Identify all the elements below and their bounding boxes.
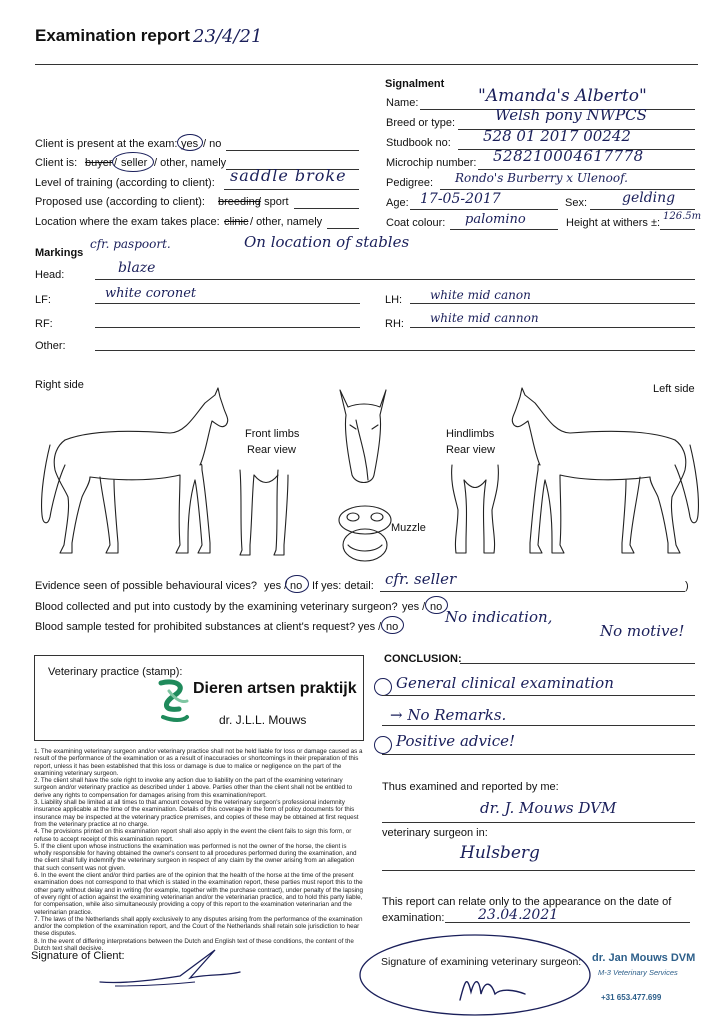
term-1: 1. The examining veterinary surgeon and/or veterinary practice shall not be held liable for loss or damage caused as a result of the performance of the examination or as a result of inaccuracies or shortcomings in their preparation of this report, unless it has been established that this loss or damage is due to malice or negligence on the part of the examining veterinary surgeon.: [34, 748, 363, 777]
location-label: Location where the exam takes place:: [35, 216, 220, 228]
hind-limbs-view-label: Rear view: [446, 444, 495, 456]
term-7: 7. The laws of the Netherlands shall apply exclusively to any disputes arising from the performance of the examination and/or the completion of the examination report, and the Court of the Netherlands shall retain sole jurisdiction to hear these disputes.: [34, 915, 363, 938]
blood-yes: yes /: [402, 601, 426, 613]
front-limbs-drawing: [240, 470, 288, 555]
muzzle-label: Muzzle: [391, 522, 426, 534]
client-is-buyer: buyer: [85, 157, 113, 169]
tested-note-b: No motive!: [600, 622, 685, 640]
pedigree-label: Pedigree:: [386, 177, 434, 189]
training-label: Level of training (according to client):: [35, 177, 215, 189]
rf-label: RF:: [35, 318, 53, 330]
height-value: 126.5m: [663, 211, 702, 222]
relate-value: 23.04.2021: [478, 907, 559, 923]
vet-signature-label: Signature of examining veterinary surgeon:: [381, 956, 582, 968]
bullet-circle-mark-2: [374, 736, 392, 754]
tested-yes: yes /: [358, 621, 382, 633]
right-side-horse-drawing: [42, 388, 228, 553]
signalment-heading: Signalment: [385, 78, 445, 90]
practice-logo-icon: [157, 677, 191, 727]
front-limbs-view-label: Rear view: [247, 444, 296, 456]
vices-yes: yes /: [264, 580, 288, 592]
use-sport: / sport: [258, 196, 289, 208]
use-label: Proposed use (according to client):: [35, 196, 205, 208]
height-label: Height at withers ±:: [566, 217, 661, 229]
vet-signature-drawing: [355, 930, 595, 1020]
conclusion-line2: → No Remarks.: [390, 706, 507, 724]
term-8: 8. In the event of differing interpretations between the Dutch and English text of these conditions, the content of the Dutch text shall decisive.: [34, 937, 354, 953]
vices-detail-line: [380, 591, 685, 592]
term-2: 2. The client shall have the sole right to invoke any action due to liability on the part of the examining veterinary surgeon and/or veterinary practice as described under 1 above. Parties other than the client shall not be entitled to derive any rights to compensation for damages arising from this examination/report.: [34, 777, 353, 799]
term-4: 4. The provisions printed on this examination report shall also apply in the event the client fails to sign this form, or refuse to accept receipt of this examination report.: [34, 828, 352, 843]
term-6: 6. In the event the client and/or third parties are of the opinion that the health of the horse at the time of the present examination does not correspond to that which is stated in the examination report, these parties must report this to the other party without delay and in writing (for example, together with the purchase contract), under penalty of the lapsing of every right of action against the examining veterinarian and/or the veterinarian practice, and to hold this party liable, for compensation, while also simultaneously providing a copy of this report to the examination veterinarian and the veterinarian practice.: [34, 872, 364, 916]
client-signature-drawing: [95, 940, 245, 990]
examined-label: Thus examined and reported by me:: [382, 781, 559, 793]
relate-label-a: This report can relate only to the appearance on the date of: [382, 896, 672, 908]
other-line: [95, 350, 695, 351]
markings-note: cfr. paspoort.: [90, 237, 171, 251]
lh-value: white mid canon: [430, 288, 531, 302]
conclusion-line-1: [382, 695, 695, 696]
use-line: [294, 208, 359, 209]
surgeon-in-line: [382, 870, 695, 871]
coat-value: palomino: [465, 212, 526, 227]
microchip-label: Microchip number:: [386, 157, 477, 169]
rh-label: RH:: [385, 318, 404, 330]
tested-no-circle-mark: [381, 616, 404, 634]
conclusion-line-3: [382, 754, 695, 755]
height-line: [660, 229, 695, 230]
lh-label: LH:: [385, 294, 403, 306]
head-value: blaze: [118, 260, 156, 276]
client-present-label: Client is present at the exam:: [35, 138, 178, 150]
head-label: Head:: [35, 269, 65, 281]
pedigree-value: Rondo's Burberry x Ulenoof.: [455, 171, 628, 185]
lf-label: LF:: [35, 294, 51, 306]
tested-label: Blood sample tested for prohibited substances at client's request?: [35, 621, 356, 633]
other-label: Other:: [35, 340, 66, 352]
lf-line: [95, 303, 360, 304]
surgeon-in-label: veterinary surgeon in:: [382, 827, 488, 839]
left-side-label: Left side: [653, 383, 695, 395]
conclusion-line3: Positive advice!: [396, 732, 516, 750]
sex-line: [590, 209, 695, 210]
bullet-circle-mark: [374, 678, 392, 696]
location-other: / other, namely: [250, 216, 323, 228]
client-is-label: Client is:: [35, 157, 78, 169]
seller-circle-mark: [112, 152, 154, 172]
coat-label: Coat colour:: [386, 217, 446, 229]
hind-limbs-label: Hindlimbs: [446, 428, 495, 440]
client-present-no: / no: [203, 138, 222, 150]
age-label: Age:: [386, 197, 409, 209]
head-front-drawing: [340, 390, 386, 483]
term-3: 3. Liability shall be limited at all times to that amount covered by the veterinary surgeon's professional indemnity insurance applicable at the time of the examination. Details of this coverage in the form of policy documents for this insurance may be inspected at the veterinary practice premises, and copies of these may be obtained at first request from the veterinary practice at no charge.: [34, 799, 359, 828]
rh-line: [410, 327, 695, 328]
yes-circle-mark: [177, 134, 203, 151]
sex-value: gelding: [622, 190, 676, 206]
microchip-line: [478, 169, 695, 170]
vet-stamp-phone: +31 653.477.699: [601, 993, 662, 1002]
hind-limbs-drawing: [452, 465, 499, 553]
front-limbs-label: Front limbs: [245, 428, 300, 440]
vices-detail-label: If yes: detail:: [312, 580, 374, 592]
vet-stamp-name: dr. Jan Mouws DVM: [592, 952, 696, 964]
vices-no-circle-mark: [285, 575, 309, 593]
stamp-vet-name: dr. J.L.L. Mouws: [219, 713, 307, 727]
conclusion-heading: CONCLUSION:: [384, 653, 462, 665]
use-breeding: breeding: [218, 196, 261, 208]
examined-value: dr. J. Mouws DVM: [480, 799, 617, 817]
vices-close-paren: ): [685, 580, 689, 592]
blood-no: no: [430, 601, 443, 613]
vices-no: no: [290, 580, 303, 592]
slash-separator: /: [114, 157, 118, 169]
lh-line: [410, 303, 695, 304]
location-value: On location of stables: [244, 233, 410, 251]
present-line: [226, 150, 359, 151]
left-side-horse-drawing: [512, 388, 698, 553]
relate-label-b: examination:: [382, 912, 445, 924]
tested-no: no: [386, 621, 399, 633]
vet-stamp-company: M-3 Veterinary Services: [598, 968, 678, 977]
horse-diagrams: [30, 385, 710, 570]
training-value: saddle broke: [230, 166, 347, 185]
terms-block: [34, 748, 364, 952]
surgeon-in-value: Hulsberg: [460, 843, 540, 863]
client-is-other: / other, namely: [154, 157, 227, 169]
client-present-yes: yes: [181, 138, 199, 150]
tested-note-a: No indication,: [445, 608, 553, 626]
coat-line: [450, 229, 558, 230]
breed-label: Breed or type:: [386, 117, 456, 129]
client-signature-label: Signature of Client:: [31, 950, 125, 962]
right-side-label: Right side: [35, 379, 84, 391]
conclusion-line-0: [460, 663, 695, 664]
sex-label: Sex:: [565, 197, 588, 209]
age-line: [410, 209, 558, 210]
microchip-value: 528210004617778: [493, 147, 644, 165]
name-label: Name:: [386, 97, 419, 109]
head-line: [95, 279, 695, 280]
markings-heading: Markings: [35, 247, 84, 259]
examined-line: [382, 822, 695, 823]
report-title: Examination report: [35, 26, 190, 45]
header-divider: [35, 64, 698, 65]
report-date: 23/4/21: [193, 26, 263, 47]
client-is-seller: seller: [121, 157, 148, 169]
stamp-label: Veterinary practice (stamp):: [48, 666, 183, 678]
location-line: [327, 228, 359, 229]
term-5: 5. If the client upon whose instructions the examination was performed is not the owner of the horse, the client is wholly responsible for having obtained the owner's consent to all procedures performed during the examination, and the client shall fully indemnify the veterinary surgeon in respect of any claim by the owner arising from an allegation that such consent was not given.: [34, 842, 357, 872]
conclusion-line-2: [382, 725, 695, 726]
conclusion-line1: General clinical examination: [396, 674, 614, 692]
lf-value: white coronet: [105, 286, 197, 301]
training-line: [224, 189, 359, 190]
vices-label: Evidence seen of possible behavioural vices?: [35, 580, 257, 592]
rh-value: white mid cannon: [430, 311, 539, 325]
vices-detail-value: cfr. seller: [385, 570, 457, 588]
age-value: 17-05-2017: [420, 191, 501, 207]
muzzle-drawing: [339, 506, 391, 561]
rf-line: [95, 327, 360, 328]
location-clinic: clinic: [224, 216, 249, 228]
studbook-label: Studbook no:: [386, 137, 451, 149]
name-value: "Amanda's Alberto": [478, 86, 647, 106]
breed-value: Welsh pony NWPCS: [495, 106, 647, 124]
studbook-value: 528 01 2017 00242: [483, 127, 631, 145]
blood-label: Blood collected and put into custody by the examining veterinary surgeon?: [35, 601, 398, 613]
stamp-practice-name: Dieren artsen praktijk: [193, 680, 357, 697]
